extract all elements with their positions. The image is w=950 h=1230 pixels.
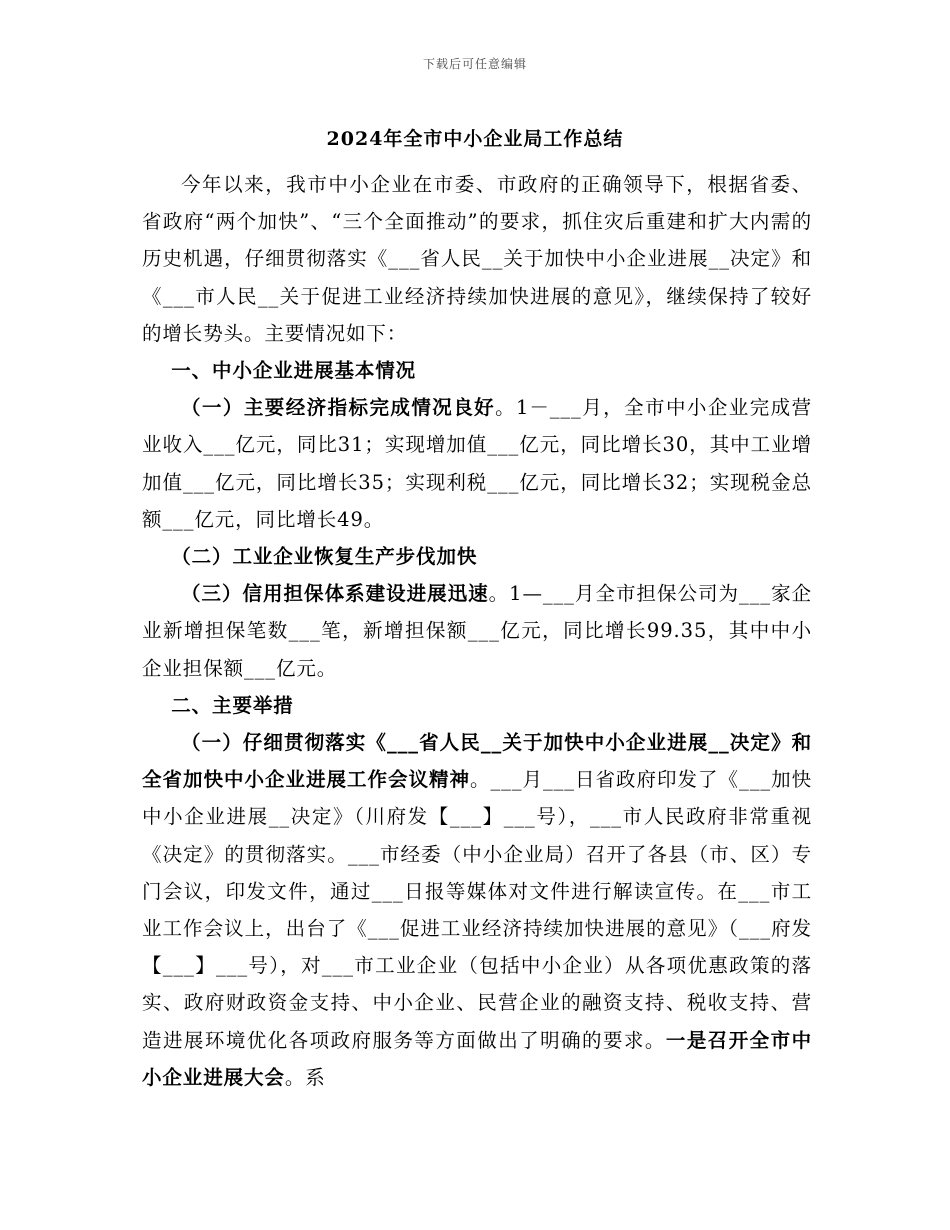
section-heading-1: 一、中小企业进展基本情况 <box>171 359 417 383</box>
section1-item3-paragraph <box>142 575 812 687</box>
section-heading-2: 二、主要举措 <box>171 693 294 717</box>
section2-item1-tail-text: 。系 <box>284 1065 326 1089</box>
document-body <box>142 166 812 1096</box>
document-title: 2024年全市中小企业局工作总结 <box>326 128 624 150</box>
section1-item1-paragraph <box>142 389 812 538</box>
section1-item2-heading: （二）工业企业恢复生产步伐加快 <box>171 545 478 569</box>
section2-item1-paragraph <box>142 724 812 1096</box>
section2-item1-text: 。___月___日省政府印发了《___加快中小企业进展__决定》（川府发【___】___号），___市人民政府非常重视《决定》的贯彻落实。___市经委（中小企业局）召开了各县（市、区）专门会议，印发文件，通过___日报等媒体对文件进行解读宣传。在___市工业工作会议上，出台了《___促进工业经济持续加快进展的意见》（___府发【___】___号），对___市工业企业（包括中小企业）从各项优惠政策的落实、政府财政资金支持、中小企业、民营企业的融资支持、税收支持、营造进展环境优化各项政府服务等方面做出了明确的要求。 <box>142 768 812 1052</box>
header-note: 下载后可任意编辑 <box>422 57 527 71</box>
intro-paragraph: 今年以来，我市中小企业在市委、市政府的正确领导下，根据省委、省政府“两个加快”、“三个全面推动”的要求，抓住灾后重建和扩大内需的历史机遇，仔细贯彻落实《___省人民__关于加快中小企业进展__决定》和《___市人民__关于促进工业经济持续加快进展的意见》，继续保持了较好的增长势头。主要情况如下： <box>142 173 812 345</box>
section1-item1-text: 。1－___月，全市中小企业完成营业收入___亿元，同比31；实现增加值___亿元，同比增长30，其中工业增加值___亿元，同比增长35；实现利税___亿元，同比增长32；实现税金总额___亿元，同比增长49。 <box>142 396 812 531</box>
section2-item1-tail-lead: 一是召开全市中小企业进展大会 <box>142 1028 812 1089</box>
section1-item3-text: 。1—___月全市担保公司为___家企业新增担保笔数___笔，新增担保额___亿元，同比增长99.35，其中中小企业担保额___亿元。 <box>142 582 812 680</box>
section2-item1-lead: （一）仔细贯彻落实《___省人民__关于加快中小企业进展__决定》和全省加快中小企业进展工作会议精神 <box>142 731 812 792</box>
section1-item3-lead: （三）信用担保体系建设进展迅速 <box>181 582 489 606</box>
section1-item1-lead: （一）主要经济指标完成情况良好 <box>181 396 496 420</box>
